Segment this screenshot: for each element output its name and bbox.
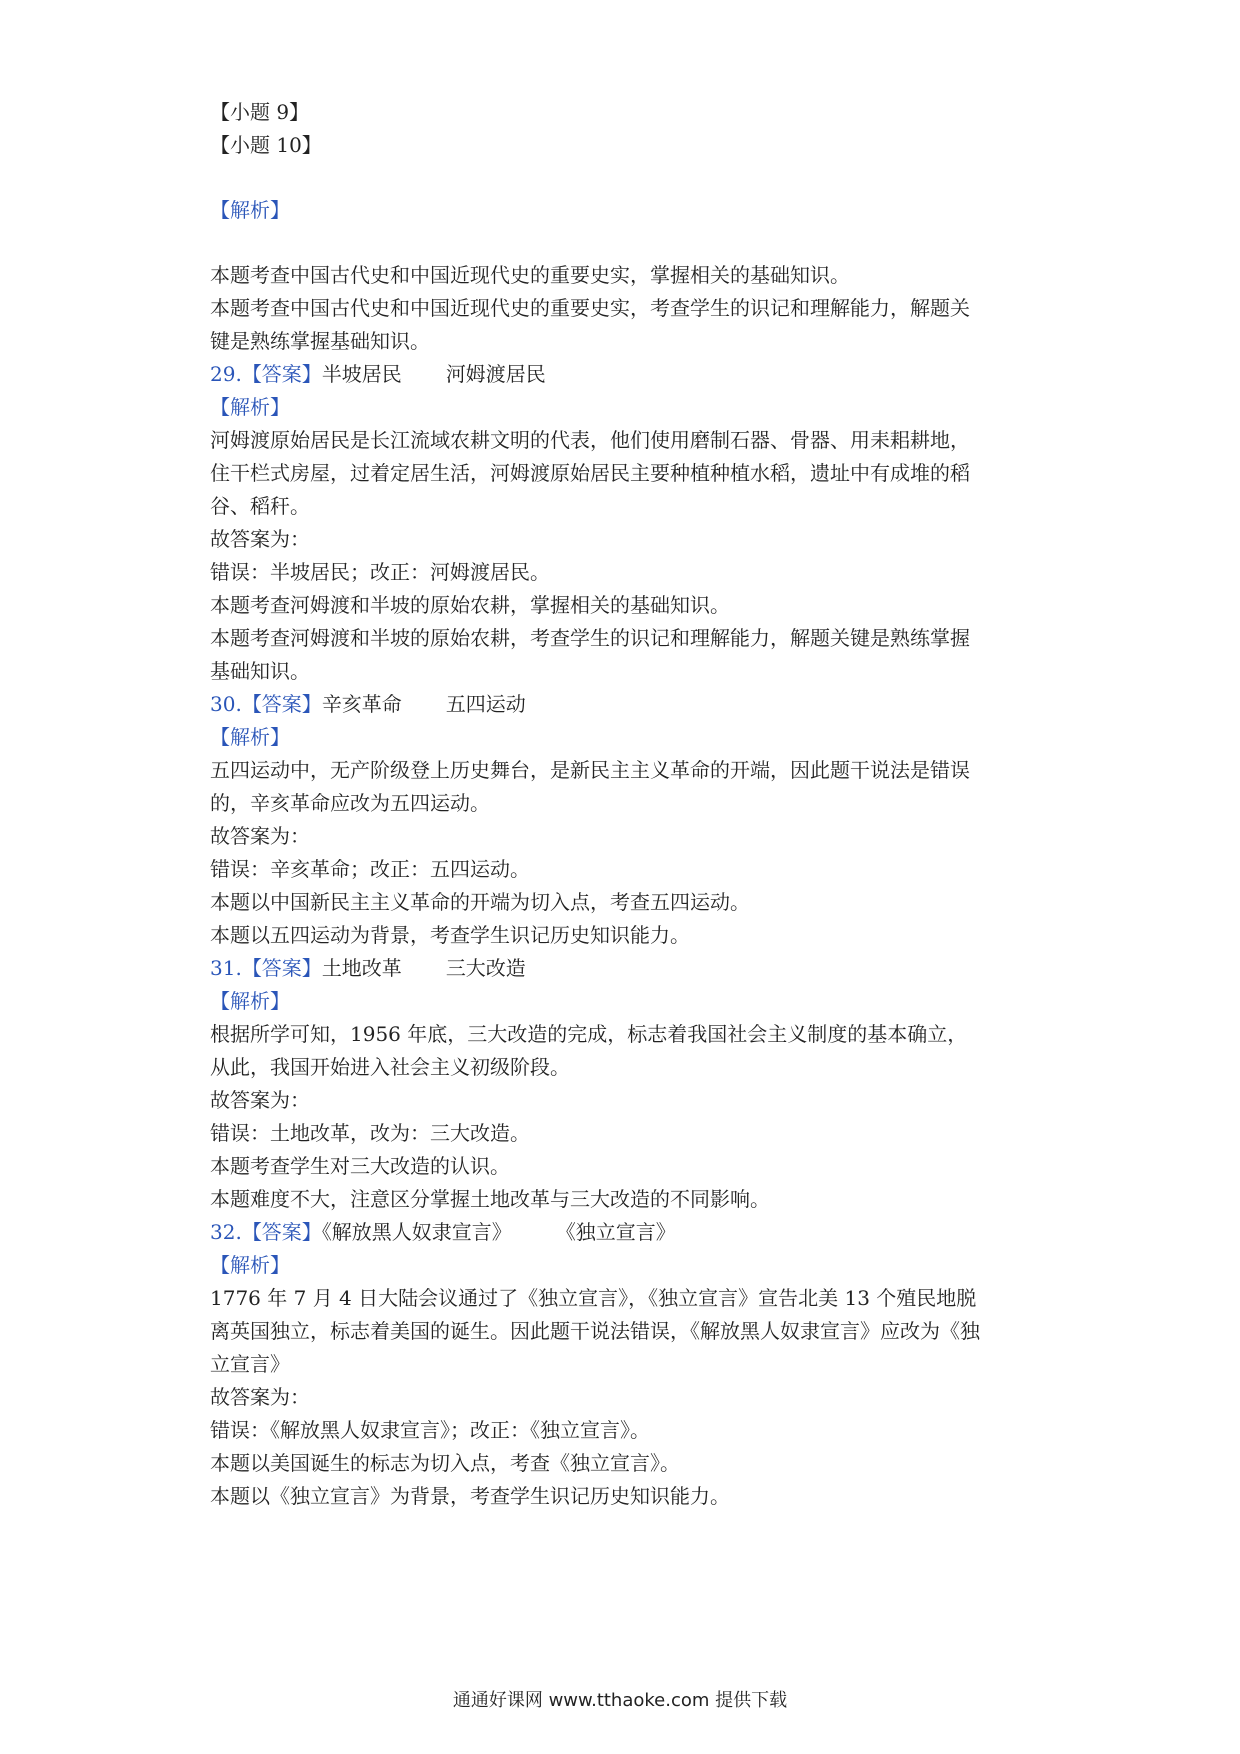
answer-wrong: 辛亥革命 — [321, 692, 402, 716]
analysis-text: 键是熟练掌握基础知识。 — [210, 329, 430, 353]
subquestion-10: 【小题 10】 — [210, 133, 322, 157]
analysis-label: 【解析】 — [210, 725, 290, 749]
analysis-text: 错误：《解放黑人奴隶宣言》；改正：《独立宣言》。 — [210, 1418, 650, 1442]
analysis-text: 河姆渡原始居民是长江流域农耕文明的代表，他们使用磨制石器、骨器、用耒耜耕地， — [210, 428, 970, 452]
analysis-text: 本题难度不大，注意区分掌握土地改革与三大改造的不同影响。 — [210, 1187, 770, 1211]
analysis-text: 本题以五四运动为背景，考查学生识记历史知识能力。 — [210, 923, 690, 947]
answer-label: 【答案】 — [241, 956, 322, 980]
answer-line-30 — [210, 688, 1040, 721]
analysis-text: 立宣言》 — [210, 1352, 290, 1376]
document-body — [210, 96, 1040, 1513]
analysis-label: 【解析】 — [210, 1253, 290, 1277]
analysis-text: 住干栏式房屋，过着定居生活，河姆渡原始居民主要种植种植水稻，遗址中有成堆的稻 — [210, 461, 970, 485]
question-number: 32. — [210, 1220, 242, 1244]
question-number: 30. — [210, 692, 242, 716]
analysis-label: 【解析】 — [210, 198, 290, 222]
analysis-text: 本题以美国诞生的标志为切入点，考查《独立宣言》。 — [210, 1451, 680, 1475]
analysis-text: 故答案为： — [210, 527, 310, 551]
analysis-text: 从此，我国开始进入社会主义初级阶段。 — [210, 1055, 570, 1079]
answer-correct: 《独立宣言》 — [555, 1220, 676, 1244]
analysis-text: 基础知识。 — [210, 659, 310, 683]
analysis-text: 故答案为： — [210, 1385, 310, 1409]
question-number: 31. — [210, 956, 242, 980]
question-number: 29. — [210, 362, 242, 386]
answer-wrong: 土地改革 — [321, 956, 402, 980]
analysis-text: 根据所学可知，1956 年底，三大改造的完成，标志着我国社会主义制度的基本确立， — [210, 1022, 968, 1046]
analysis-text: 五四运动中，无产阶级登上历史舞台，是新民主主义革命的开端，因此题干说法是错误 — [210, 758, 970, 782]
answer-line-29 — [210, 358, 1040, 391]
analysis-text: 谷、稻秆。 — [210, 494, 310, 518]
analysis-label: 【解析】 — [210, 395, 290, 419]
answer-correct: 五四运动 — [445, 692, 526, 716]
answer-correct: 三大改造 — [445, 956, 526, 980]
analysis-text: 1776 年 7 月 4 日大陆会议通过了《独立宣言》，《独立宣言》宣告北美 13 个殖民地脱 — [210, 1286, 977, 1310]
analysis-text: 错误：半坡居民；改正：河姆渡居民。 — [210, 560, 550, 584]
analysis-text: 本题考查中国古代史和中国近现代史的重要史实，掌握相关的基础知识。 — [210, 263, 850, 287]
analysis-text: 本题考查学生对三大改造的认识。 — [210, 1154, 510, 1178]
analysis-text: 故答案为： — [210, 824, 310, 848]
analysis-text: 本题考查中国古代史和中国近现代史的重要史实，考查学生的识记和理解能力，解题关 — [210, 296, 970, 320]
analysis-text: 离英国独立，标志着美国的诞生。因此题干说法错误，《解放黑人奴隶宣言》应改为《独 — [210, 1319, 980, 1343]
answer-wrong: 半坡居民 — [321, 362, 402, 386]
subquestion-9: 【小题 9】 — [210, 100, 310, 124]
answer-line-32 — [210, 1216, 1040, 1249]
answer-label: 【答案】 — [241, 692, 322, 716]
page-footer: 通通好课网 www.tthaoke.com 提供下载 — [452, 1690, 788, 1711]
analysis-label: 【解析】 — [210, 989, 290, 1013]
analysis-text: 的，辛亥革命应改为五四运动。 — [210, 791, 490, 815]
analysis-text: 本题考查河姆渡和半坡的原始农耕，考查学生的识记和理解能力，解题关键是熟练掌握 — [210, 626, 970, 650]
answer-label: 【答案】 — [241, 1220, 322, 1244]
analysis-text: 本题以《独立宣言》为背景，考查学生识记历史知识能力。 — [210, 1484, 730, 1508]
answer-correct: 河姆渡居民 — [445, 362, 546, 386]
analysis-text: 错误：土地改革，改为：三大改造。 — [210, 1121, 530, 1145]
answer-label: 【答案】 — [241, 362, 322, 386]
analysis-text: 错误：辛亥革命；改正：五四运动。 — [210, 857, 530, 881]
analysis-text: 本题以中国新民主主义革命的开端为切入点，考查五四运动。 — [210, 890, 750, 914]
answer-wrong: 《解放黑人奴隶宣言》 — [321, 1220, 512, 1244]
analysis-text: 故答案为： — [210, 1088, 310, 1112]
analysis-text: 本题考查河姆渡和半坡的原始农耕，掌握相关的基础知识。 — [210, 593, 730, 617]
answer-line-31 — [210, 952, 1040, 985]
